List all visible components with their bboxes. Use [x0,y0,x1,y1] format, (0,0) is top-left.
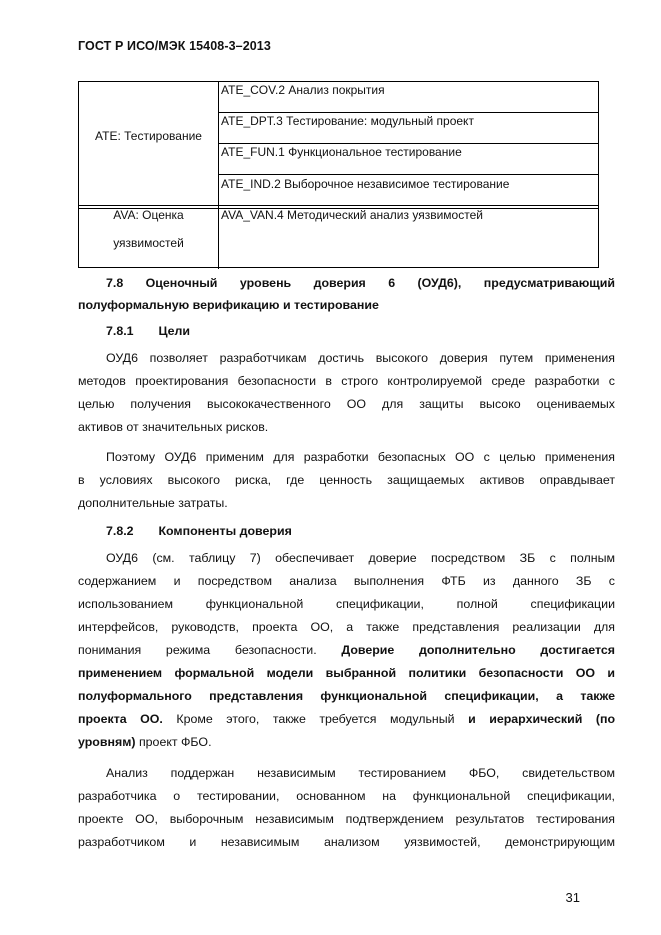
paragraph-line: разработчиком и независимым анализом уязвимостей, демонстрирующим [78,835,615,849]
text-normal: Кроме этого, также требуется модульный [176,712,455,726]
text-bold: и иерархический (по [468,712,616,726]
paragraph-line-mixed [78,712,615,726]
class-label-line2: уязвимостей [113,236,184,250]
section-heading-line1 [78,276,615,290]
text-bold: Доверие дополнительно достигается [341,643,615,657]
paragraph-line-bold: полуформального представления функциональной спецификации, а также [78,689,615,703]
paragraph-line: Анализ поддержан независимым тестированием ФБО, свидетельством [106,766,615,780]
paragraph-line: целью получения высококачественного ОО для защиты высоко оцениваемых [78,397,615,411]
heading-word: уровень [239,276,292,290]
table-cell-component: AVA_VAN.4 Методический анализ уязвимостей [221,208,483,222]
paragraph-line: разработчика о тестировании, основанном на функциональной спецификации, [78,789,615,803]
table-cell-component: ATE_DPT.3 Тестирование: модульный проект [221,114,474,128]
paragraph-line: в условиях высокого риска, где ценность защищаемых активов оправдывает [78,473,615,487]
paragraph-line: Поэтому ОУД6 применим для разработки безопасных ОО с целью применения [106,450,615,464]
table-cell-component: ATE_COV.2 Анализ покрытия [221,83,385,97]
subsection-heading-782 [106,524,643,538]
paragraph-line-mixed [78,643,615,657]
paragraph-line-bold: применением формальной модели выбранной политики безопасности ОО и [78,666,615,680]
table-class-cell-ava [79,207,219,269]
paragraph-line: использованием функциональной спецификации, полной спецификации [78,597,615,611]
paragraph-line: активов от значительных рисков. [78,420,269,434]
text-normal: понимания режима безопасности. [78,643,317,657]
paragraph-line: содержанием и посредством анализа выполнения ФТБ из данного ЗБ с [78,574,615,588]
table-row-divider [79,205,598,206]
subsection-number: 7.8.1 [106,324,134,338]
subsection-title: Компоненты доверия [158,524,292,538]
paragraph-line: ОУД6 (см. таблицу 7) обеспечивает доверие посредством ЗБ с полным [106,551,615,565]
subsection-title: Цели [158,324,191,338]
paragraph-line: ОУД6 позволяет разработчикам достичь высокого доверия путем применения [106,351,615,365]
heading-word: Оценочный [145,276,218,290]
text-normal: проект ФБО. [138,735,212,749]
class-label: ATE: Тестирование [95,129,202,143]
table-class-cell-ate [79,82,219,207]
heading-word: доверия [313,276,366,290]
text-bold: проекта ОО. [78,712,163,726]
heading-word: 7.8 [106,276,124,290]
assurance-components-table [78,81,599,268]
class-label-line1: AVA: Оценка [113,208,184,222]
subsection-heading-781 [106,324,643,338]
section-heading-line2: полуформальную верификацию и тестирование [78,298,379,312]
heading-word: предусматривающий [483,276,615,290]
subsection-number: 7.8.2 [106,524,134,538]
table-cell-component: ATE_IND.2 Выборочное независимое тестирование [221,177,510,191]
heading-word: 6 [388,276,396,290]
paragraph-line-mixed [78,735,615,749]
table-cell-component: ATE_FUN.1 Функциональное тестирование [221,145,462,159]
paragraph-line: интерфейсов, руководств, проекта ОО, а также представления реализации для [78,620,615,634]
text-bold: уровням) [78,735,136,749]
paragraph-line: методов проектирования безопасности в строго контролируемой среде разработки с [78,374,615,388]
page-number: 31 [565,890,580,905]
paragraph-line: дополнительные затраты. [78,496,228,510]
document-header: ГОСТ Р ИСО/МЭК 15408-3–2013 [78,39,271,53]
paragraph-line: проекте ОО, выборочным независимым подтверждением результатов тестирования [78,812,615,826]
heading-word: (ОУД6), [417,276,462,290]
